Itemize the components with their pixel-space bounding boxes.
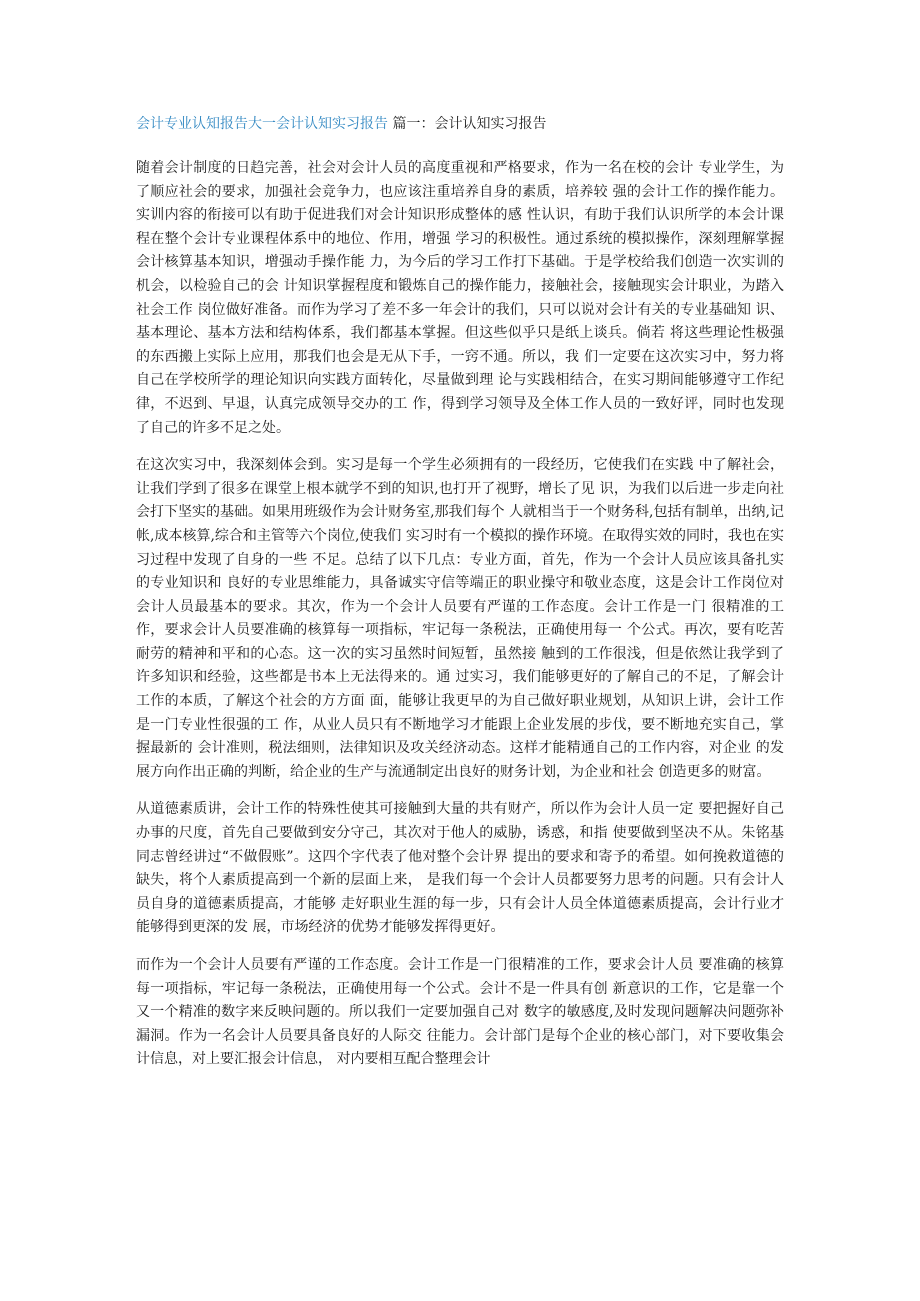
- document-page: [136, 112, 784, 1086]
- title-subtitle: 篇一：会计认知实习报告: [392, 116, 547, 132]
- document-title: [136, 112, 784, 136]
- paragraph-1: 随着会计制度的日趋完善，社会对会计人员的高度重视和严格要求，作为一名在校的会计 专业学生，为了顺应社会的要求，加强社会竞争力，也应该注重培养自身的素质，培养较 强的会计工作的操作能力。实训内容的衔接可以有助于促进我们对会计知识形成整体的感 性认识，有助于我们认识所学的本会计课程在整个会计专业课程体系中的地位、作用，增强 学习的积极性。通过系统的模拟操作，深刻理解掌握会计核算基本知识，增强动手操作能 力，为今后的学习工作打下基础。于是学校给我们创造一次实训的机会，以检验自己的会 计知识掌握程度和锻炼自己的操作能力，接触社会，接触现实会计职业，为踏入社会工作 岗位做好准备。而作为学习了差不多一年会计的我们，只可以说对会计有关的专业基础知 识、基本理论、基本方法和结构体系，我们都基本掌握。但这些似乎只是纸上谈兵。倘若 将这些理论性极强的东西搬上实际上应用，那我们也会是无从下手，一窍不通。所以，我 们一定要在这次实习中，努力将自己在学校所学的理论知识向实践方面转化，尽量做到理 论与实践相结合，在实习期间能够遵守工作纪律，不迟到、早退，认真完成领导交办的工 作，得到学习领导及全体工作人员的一致好评，同时也发现了自己的许多不足之处。: [136, 160, 784, 436]
- title-link[interactable]: 会计专业认知报告大一会计认知实习报告: [136, 116, 388, 132]
- paragraph-2: 在这次实习中，我深刻体会到。实习是每一个学生必须拥有的一段经历，它使我们在实践 中了解社会，让我们学到了很多在课堂上根本就学不到的知识,也打开了视野，增长了见 识，为我们以后进一步走向社会打下坚实的基础。如果用班级作为会计财务室,那我们每个 人就相当于一个财务科,包括有制单，出纳,记帐,成本核算,综合和主管等六个岗位,使我们 实习时有一个模拟的操作环境。在取得实效的同时，我也在实习过程中发现了自身的一些 不足。总结了以下几点：专业方面，首先，作为一个会计人员应该具备扎实的专业知识和 良好的专业思维能力，具备诚实守信等端正的职业操守和敬业态度，这是会计工作岗位对 会计人员最基本的要求。其次，作为一个会计人员要有严谨的工作态度。会计工作是一门 很精准的工作，要求会计人员要准确的核算每一项指标，牢记每一条税法，正确使用每一 个公式。再次，要有吃苦耐劳的精神和平和的心态。这一次的实习虽然时间短暂，虽然接 触到的工作很浅，但是依然让我学到了许多知识和经验，这些都是书本上无法得来的。通 过实习，我们能够更好的了解自己的不足，了解会计工作的本质，了解这个社会的方方面 面，能够让我更早的为自己做好职业规划，从知识上讲，会计工作是一门专业性很强的工 作，从业人员只有不断地学习才能跟上企业发展的步伐，要不断地充实自己，掌握最新的 会计准则，税法细则，法律知识及攻关经济动态。这样才能精通自己的工作内容，对企业 的发展方向作出正确的判断，给企业的生产与流通制定出良好的财务计划，为企业和社会 创造更多的财富。: [136, 457, 784, 780]
- paragraph-3: 从道德素质讲，会计工作的特殊性使其可接触到大量的共有财产，所以作为会计人员一定 要把握好自己办事的尺度，首先自己要做到安分守己，其次对于他人的威胁，诱惑，和指 使要做到坚决不从。朱铭基同志曾经讲过“不做假账”。这四个字代表了他对整个会计界 提出的要求和寄予的希望。如何挽救道德的缺失，将个人素质提高到一个新的层面上来， 是我们每一个会计人员都要努力思考的问题。只有会计人员自身的道德素质提高，才能够 走好职业生涯的每一步，只有会计人员全体道德素质提高，会计行业才能够得到更深的发 展，市场经济的优势才能够发挥得更好。: [136, 801, 784, 936]
- paragraph-4: 而作为一个会计人员要有严谨的工作态度。会计工作是一门很精准的工作，要求会计人员 要准确的核算每一项指标，牢记每一条税法，正确使用每一个公式。会计不是一件具有创 新意识的工作，它是靠一个又一个精准的数字来反映问题的。所以我们一定要加强自己对 数字的敏感度,及时发现问题解决问题弥补漏洞。作为一名会计人员要具备良好的人际交 往能力。会计部门是每个企业的核心部门，对下要收集会计信息，对上要汇报会计信息， 对内要相互配合整理会计: [136, 957, 784, 1068]
